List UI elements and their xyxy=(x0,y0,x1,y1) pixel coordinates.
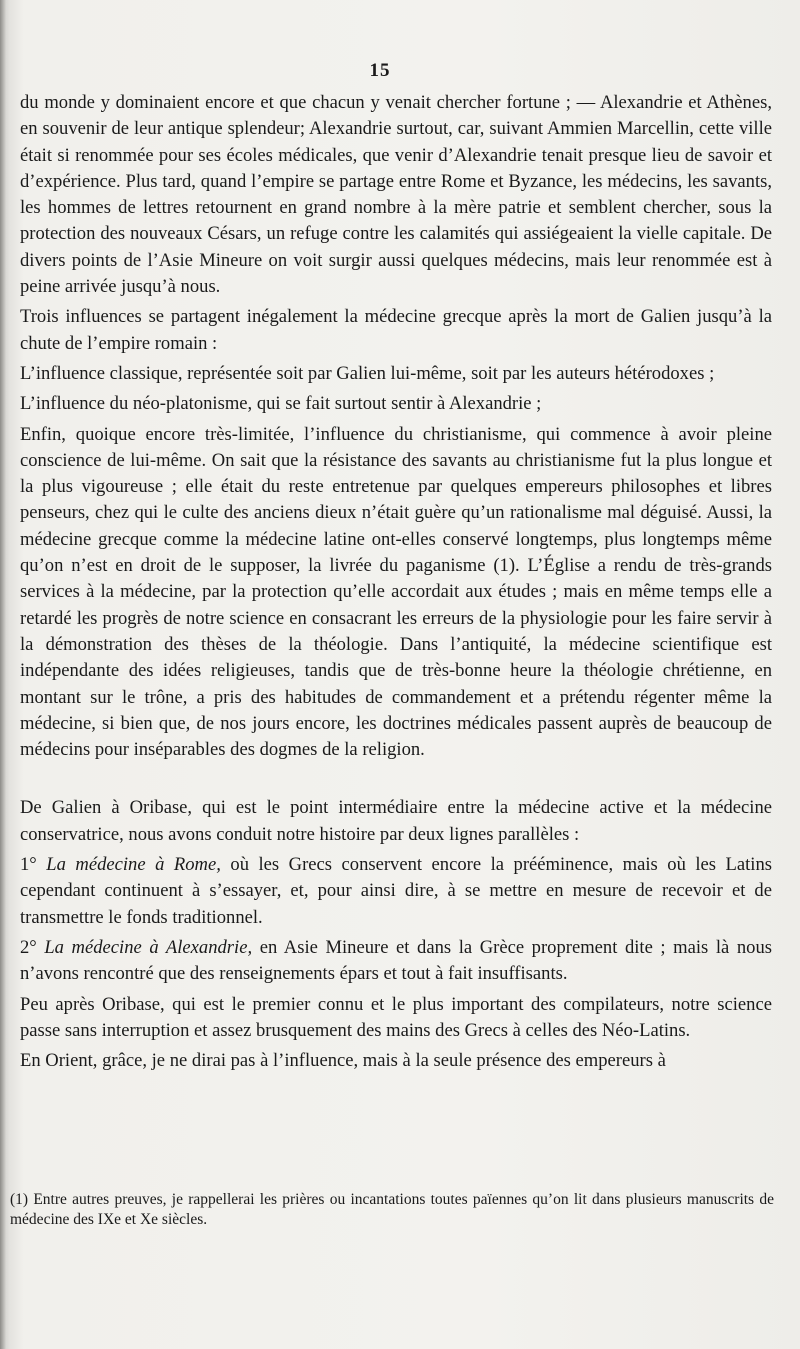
book-gutter xyxy=(0,0,6,1349)
list-text: en Asie Mineure et dans la Grèce proprement dite ; mais là nous n’avons rencontré que des renseignements épars et tout à fait insuffisants. xyxy=(20,936,773,985)
paragraph: L’influence classique, représentée soit par Galien lui-même, soit par les auteurs hétérodoxes ; xyxy=(20,362,715,384)
page-number: 15 xyxy=(369,60,391,81)
list-number: 1° xyxy=(20,854,37,876)
footnote-text: (1) Entre autres preuves, je rappellerai les prières ou incantations toutes païennes qu’on lit dans plusieurs manuscrits de médecine des IXe et Xe siècles. xyxy=(10,1191,774,1228)
paragraph: En Orient, grâce, je ne dirai pas à l’influence, mais à la seule présence des empereurs à xyxy=(20,1050,666,1072)
paragraph: L’influence du néo-platonisme, qui se fait surtout sentir à Alexandrie ; xyxy=(20,393,542,415)
section-gap xyxy=(20,767,772,795)
paragraph: Enfin, quoique encore très-limitée, l’influence du christianisme, qui commence à avoir pleine conscience de lui-même. On sait que la résistance des savants au christianisme fut la plus longue et la plus vigoureuse ; elle était du reste entretenue par quelques empereurs philosophes et libres penseurs, chez qui le culte des anciens dieux n’était guère qu’un rationalisme mal déguisé. Aussi, la médecine grecque comme la médecine latine ont-elles conservé longtemps, plus longtemps même qu’on n’est en droit de le supposer, la livrée du paganisme (1). L’Église a rendu de très-grands services à la médecine, par la protection qu’elle accordait aux études ; mais en même temps elle a retardé les progrès de notre science en consacrant les erreurs de la physiologie pour les faire servir à la démonstration des thèses de la théologie. Dans l’antiquité, la médecine scientifique est indépendante des idées religieuses, tandis que de très-bonne heure la théologie chrétienne, en montant sur le trône, a pris des habitudes de commandement et a prétendu régenter même la médecine, si bien que, de nos jours encore, les doctrines médicales passent auprès de beaucoup de médecins pour inséparables des dogmes de la religion. xyxy=(20,423,772,761)
list-item xyxy=(20,852,772,931)
list-title: La médecine à Alexandrie, xyxy=(44,936,253,958)
list-number: 2° xyxy=(20,936,37,958)
list-item xyxy=(20,935,772,988)
paragraph: De Galien à Oribase, qui est le point intermédiaire entre la médecine active et la médecine conservatrice, nous avons conduit notre histoire par deux lignes parallèles : xyxy=(20,797,772,845)
paragraph: Trois influences se partagent inégalement la médecine grecque après la mort de Galien jusqu’à la chute de l’empire romain : xyxy=(20,306,772,354)
body-text xyxy=(20,90,772,1078)
paragraph: du monde y dominaient encore et que chacun y venait chercher fortune ; — Alexandrie et Athènes, en souvenir de leur antique splendeur; Alexandrie surtout, car, suivant Ammien Marcellin, cette ville était si renommée pour ses écoles médicales, que venir d’Alexandrie tenait presque lieu de savoir et d’expérience. Plus tard, quand l’empire se partage entre Rome et Byzance, les médecins, les savants, les hommes de lettres retournent en grand nombre à la mère patrie et semblent chercher, sous la protection des nouveaux Césars, un refuge contre les calamités qui assiégeaient la vielle capitale. De divers points de l’Asie Mineure on voit surgir aussi quelques médecins, mais leur renommée est à peine arrivée jusqu’à nous. xyxy=(20,92,772,298)
footnote xyxy=(10,1190,774,1230)
list-text: où les Grecs conservent encore la prééminence, mais où les Latins cependant continuent à s’essayer, et, pour ainsi dire, à se mettre en mesure de recevoir et de transmettre le fonds traditionnel. xyxy=(20,854,773,928)
list-title: La médecine à Rome, xyxy=(46,854,221,876)
paragraph: Peu après Oribase, qui est le premier connu et le plus important des compilateurs, notre science passe sans interruption et assez brusquement des mains des Grecs à celles des Néo-Latins. xyxy=(20,993,772,1041)
